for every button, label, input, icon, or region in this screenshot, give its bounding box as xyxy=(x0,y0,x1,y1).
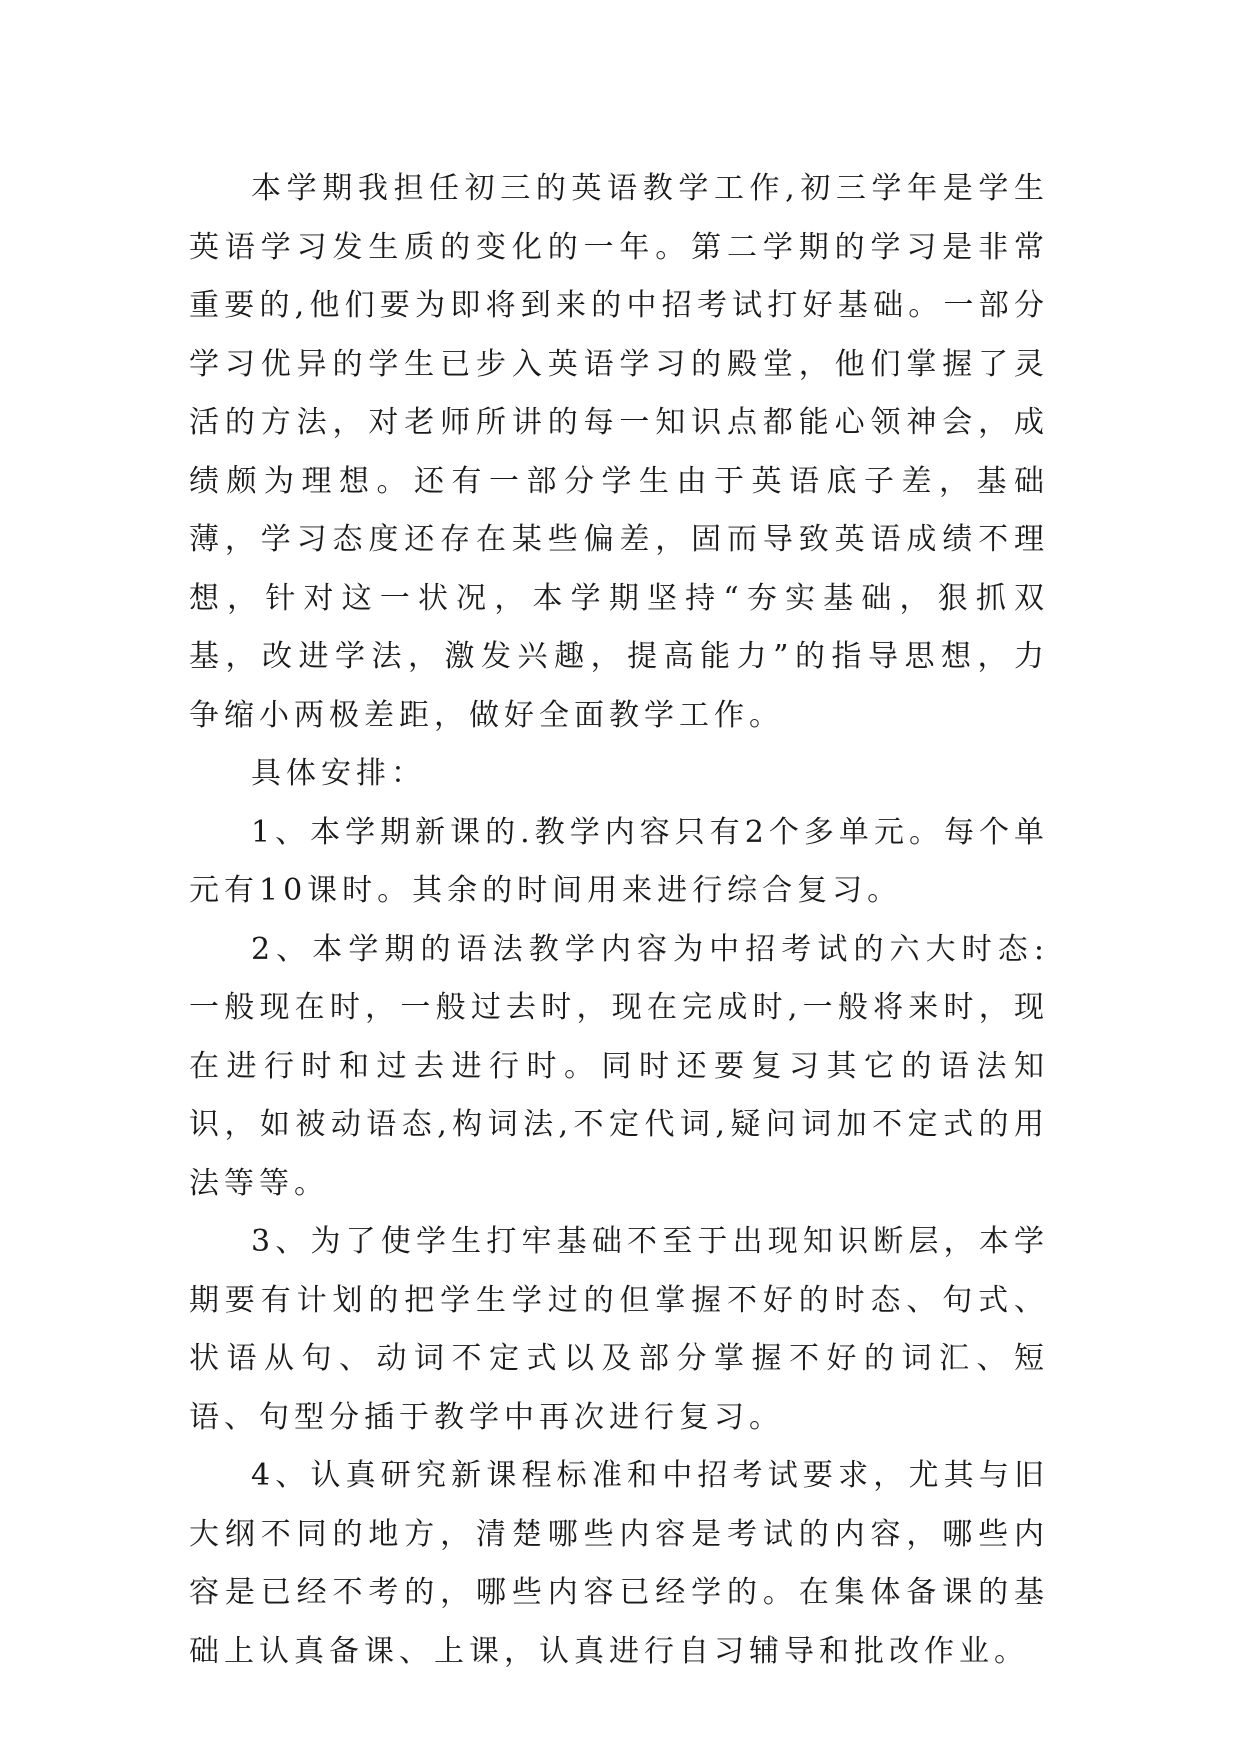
item-1-paragraph: 1、本学期新课的.教学内容只有2个多单元。每个单元有10课时。其余的时间用来进行综合复习。 xyxy=(189,814,1049,908)
intro-paragraph: 本学期我担任初三的英语教学工作,初三学年是学生英语学习发生质的变化的一年。第二学期的学习是非常重要的,他们要为即将到来的中招考试打好基础。一部分学习优异的学生已步入英语学习的殿堂，他们掌握了灵活的方法，对老师所讲的每一知识点都能心领神会，成绩颇为理想。还有一部分学生由于英语底子差，基础薄，学习态度还存在某些偏差，固而导致英语成绩不理想，针对这一状况，本学期坚持“夯实基础，狠抓双基，改进学法，激发兴趣，提高能力”的指导思想，力争缩小两极差距，做好全面教学工作。 xyxy=(189,171,1049,733)
document-body xyxy=(189,160,1049,1681)
arrangement-heading: 具体安排： xyxy=(251,756,426,791)
item-4-paragraph: 4、认真研究新课程标准和中招考试要求，尤其与旧大纲不同的地方，清楚哪些内容是考试的内容，哪些内容是已经不考的，哪些内容已经学的。在集体备课的基础上认真备课、上课，认真进行自习辅导和批改作业。 xyxy=(189,1458,1049,1669)
item-3-paragraph: 3、为了使学生打牢基础不至于出现知识断层，本学期要有计划的把学生学过的但掌握不好的时态、句式、状语从句、动词不定式以及部分掌握不好的词汇、短语、句型分插于教学中再次进行复习。 xyxy=(189,1224,1049,1435)
item-2-paragraph: 2、本学期的语法教学内容为中招考试的六大时态:一般现在时，一般过去时，现在完成时,一般将来时，现在进行时和过去进行时。同时还要复习其它的语法知识，如被动语态,构词法,不定代词,疑问词加不定式的用法等等。 xyxy=(189,931,1049,1201)
